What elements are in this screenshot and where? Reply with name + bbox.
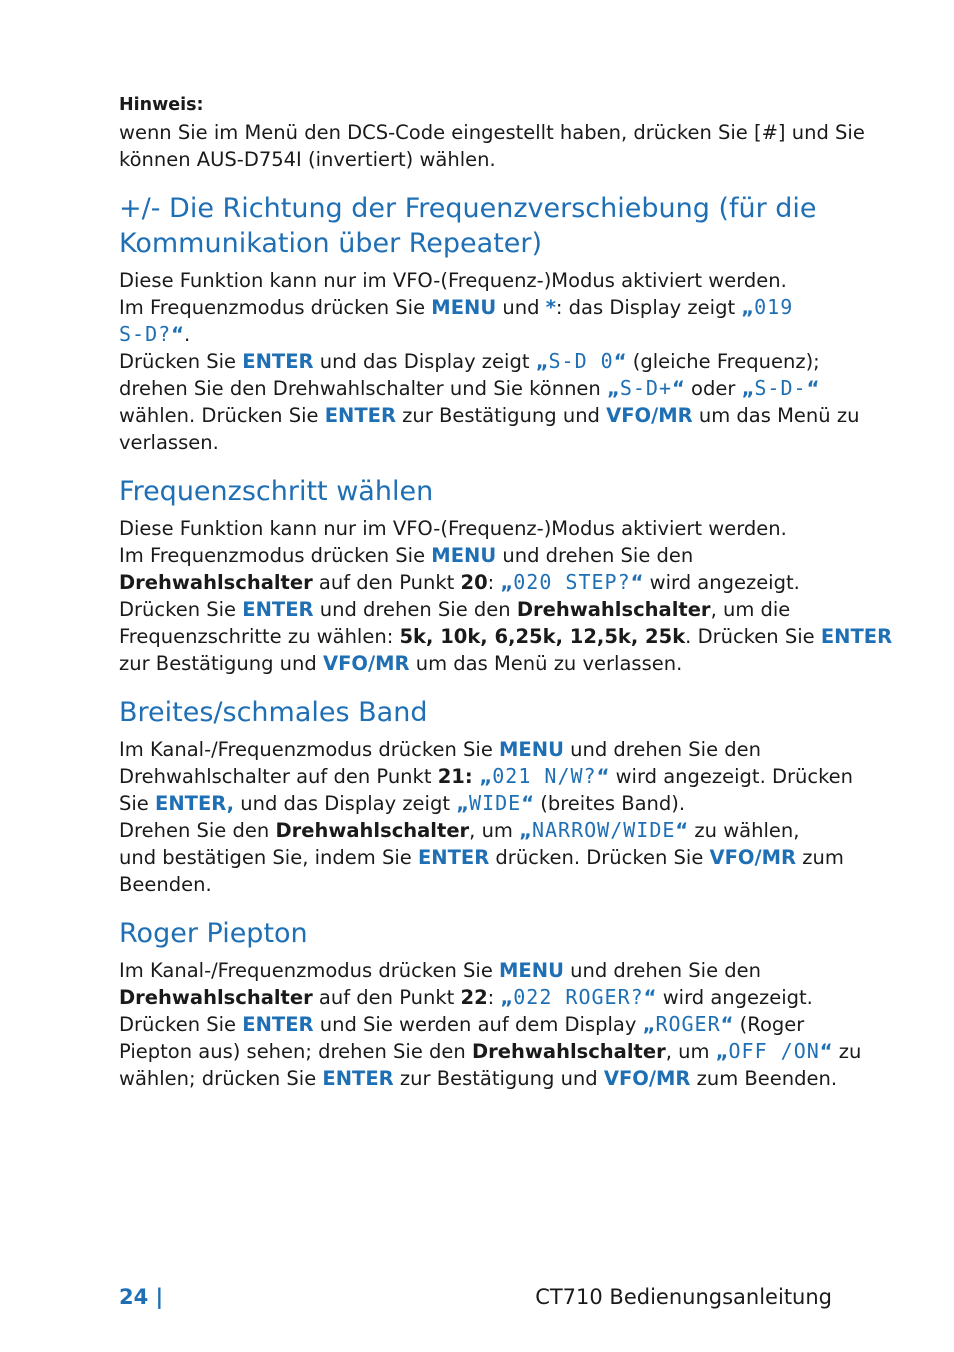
- manual-title: CT710 Bedienungsanleitung: [535, 1285, 832, 1309]
- text-span: Im Frequenzmodus drücken Sie: [119, 544, 432, 567]
- bold-term: Drehwahlschalter: [119, 571, 313, 594]
- text-span: und: [496, 296, 546, 319]
- text-span: zur Bestätigung und: [119, 652, 323, 675]
- quote-open: „: [607, 377, 620, 400]
- text-line: [119, 736, 834, 763]
- section-frequency-step: [119, 474, 893, 677]
- step-values: 5k, 10k, 6,25k, 12,5k, 25k: [399, 625, 686, 648]
- section-text: [119, 267, 860, 456]
- heading-line-2: Kommunikation über Repeater): [119, 228, 543, 259]
- note-text: [119, 119, 865, 173]
- text-span: .: [184, 323, 191, 346]
- text-line: [119, 817, 834, 844]
- text-span: um das Menü zu: [692, 404, 860, 427]
- quote-close: “: [720, 1013, 734, 1036]
- quote-open: „: [715, 1040, 729, 1063]
- section-frequency-shift: [119, 191, 860, 456]
- text-span: zum: [796, 846, 844, 869]
- section-heading: Breites/schmales Band: [119, 697, 428, 728]
- menu-key: MENU: [499, 959, 564, 982]
- text-span: (breites Band).: [534, 792, 686, 815]
- quote-close: “: [643, 986, 657, 1009]
- enter-key: ENTER: [322, 1067, 394, 1090]
- text-line: verlassen.: [119, 431, 219, 454]
- text-span: drehen Sie den Drehwahlschalter und Sie können: [119, 377, 607, 400]
- lcd-text: OFF /ON: [728, 1039, 820, 1063]
- text-line: [119, 623, 893, 650]
- note-line-1: wenn Sie im Menü den DCS-Code eingestellt haben, drücken Sie [#] und Sie: [119, 121, 865, 144]
- menu-number: 20: [460, 571, 488, 594]
- quote-close: “: [521, 792, 535, 815]
- bold-term: Drehwahlschalter: [119, 986, 313, 1009]
- text-span: Drücken Sie: [119, 1013, 243, 1036]
- note-block: [119, 92, 865, 173]
- text-line: [119, 321, 834, 348]
- quote-open: „: [741, 296, 755, 319]
- text-span: Drücken Sie: [119, 598, 243, 621]
- quote-open: „: [741, 377, 755, 400]
- text-span: zur Bestätigung und: [395, 404, 607, 427]
- text-span: zur Bestätigung und: [393, 1067, 604, 1090]
- text-span: zu wählen,: [688, 819, 800, 842]
- text-span: : das Display zeigt: [555, 296, 742, 319]
- lcd-text: ROGER: [655, 1012, 721, 1036]
- heading-line-1: +/- Die Richtung der Frequenzverschiebung (für die: [119, 193, 817, 224]
- menu-key: MENU: [499, 738, 564, 761]
- lcd-text: 020 STEP?: [513, 570, 631, 594]
- enter-key: ENTER: [324, 404, 396, 427]
- text-span: auf den Punkt: [312, 571, 461, 594]
- text-line: Diese Funktion kann nur im VFO-(Frequenz-)Modus aktiviert werden.: [119, 269, 787, 292]
- quote-close: “: [596, 765, 610, 788]
- text-line: [119, 375, 834, 402]
- quote-open: „: [500, 571, 514, 594]
- text-span: :: [487, 571, 501, 594]
- lcd-text: WIDE: [469, 791, 522, 815]
- section-heading: [119, 191, 834, 261]
- lcd-text: 021 N/W?: [492, 764, 597, 788]
- text-span: und das Display zeigt: [313, 350, 536, 373]
- quote-close: “: [171, 323, 184, 346]
- text-span: Im Kanal-/Frequenzmodus drücken Sie: [119, 959, 500, 982]
- text-line: [119, 348, 834, 375]
- text-line: [119, 957, 834, 984]
- text-span: und das Display zeigt: [234, 792, 457, 815]
- text-span: drücken. Drücken Sie: [489, 846, 710, 869]
- text-span: oder: [684, 377, 742, 400]
- text-line: [119, 1065, 838, 1092]
- lcd-text: S-D?: [119, 322, 172, 346]
- quote-open: „: [535, 350, 549, 373]
- text-span: :: [487, 986, 501, 1009]
- text-span: . Drücken Sie: [685, 625, 821, 648]
- menu-key: MENU: [431, 296, 497, 319]
- lcd-text: 022 ROGER?: [513, 985, 644, 1009]
- star-key: *: [545, 296, 556, 319]
- text-span: Frequenzschritte zu wählen:: [119, 625, 400, 648]
- text-span: wählen; drücken Sie: [119, 1067, 323, 1090]
- quote-open: „: [479, 765, 493, 788]
- text-span: , um: [665, 1040, 716, 1063]
- enter-key: ENTER: [417, 846, 490, 869]
- text-line: [119, 569, 834, 596]
- text-line: [119, 1038, 862, 1065]
- text-span: zum Beenden.: [690, 1067, 838, 1090]
- quote-close: “: [806, 377, 820, 400]
- section-bandwidth: [119, 695, 854, 898]
- quote-close: “: [819, 1040, 833, 1063]
- text-span: und drehen Sie den: [563, 959, 762, 982]
- quote-open: „: [519, 819, 532, 842]
- section-heading: Frequenzschritt wählen: [119, 476, 434, 507]
- quote-open: „: [500, 986, 514, 1009]
- page-number: 24 |: [119, 1285, 164, 1309]
- menu-number: 21: [437, 765, 465, 788]
- text-line: [119, 294, 834, 321]
- text-span: Im Frequenzmodus drücken Sie: [119, 296, 432, 319]
- text-line: [119, 402, 860, 429]
- section-roger-beep: [119, 916, 862, 1092]
- menu-number: 22: [460, 986, 488, 1009]
- text-line: Diese Funktion kann nur im VFO-(Frequenz-)Modus aktiviert werden.: [119, 517, 787, 540]
- text-span: Drücken Sie: [119, 350, 243, 373]
- bold-term: Drehwahlschalter: [471, 1040, 666, 1063]
- note-line-2: können AUS-D754I (invertiert) wählen.: [119, 148, 496, 171]
- text-span: Drehwahlschalter auf den Punkt: [119, 765, 438, 788]
- text-line: [119, 542, 834, 569]
- vfo-mr-key: VFO/MR: [709, 846, 797, 869]
- enter-key: ENTER: [820, 625, 893, 648]
- text-span: wird angezeigt.: [643, 571, 800, 594]
- text-line: Beenden.: [119, 873, 212, 896]
- lcd-text: 019: [754, 295, 794, 319]
- text-span: , um: [469, 819, 520, 842]
- text-span: wählen. Drücken Sie: [119, 404, 325, 427]
- text-span: :: [464, 765, 480, 788]
- page-footer: [119, 1283, 832, 1311]
- text-line: [119, 1011, 834, 1038]
- text-span: Piepton aus) sehen; drehen Sie den: [119, 1040, 472, 1063]
- note-title: Hinweis:: [119, 95, 204, 115]
- bold-term: Drehwahlschalter: [516, 598, 711, 621]
- menu-key: MENU: [431, 544, 497, 567]
- text-line: [119, 790, 834, 817]
- enter-key: ENTER: [242, 1013, 314, 1036]
- text-span: zu: [832, 1040, 862, 1063]
- text-span: , um die: [710, 598, 791, 621]
- text-line: [119, 596, 834, 623]
- quote-open: „: [642, 1013, 656, 1036]
- vfo-mr-key: VFO/MR: [603, 1067, 691, 1090]
- text-line: [119, 650, 834, 677]
- lcd-text: S-D+: [619, 376, 672, 400]
- text-span: und bestätigen Sie, indem Sie: [119, 846, 418, 869]
- section-text: [119, 957, 862, 1092]
- quote-close: “: [672, 377, 685, 400]
- text-line: [119, 984, 834, 1011]
- text-span: und drehen Sie den: [313, 598, 517, 621]
- text-span: (gleiche Frequenz);: [626, 350, 820, 373]
- text-span: wird angezeigt. Drücken: [609, 765, 854, 788]
- page-content: [119, 92, 893, 1092]
- quote-close: “: [675, 819, 689, 842]
- enter-key: ENTER: [242, 598, 314, 621]
- text-line: [119, 844, 844, 871]
- text-span: um das Menü zu verlassen.: [409, 652, 683, 675]
- text-span: und drehen Sie den: [496, 544, 694, 567]
- text-span: Im Kanal-/Frequenzmodus drücken Sie: [119, 738, 500, 761]
- text-line: [119, 763, 854, 790]
- text-span: Sie: [119, 792, 155, 815]
- enter-key: ENTER,: [155, 792, 235, 815]
- lcd-text: NARROW/WIDE: [531, 818, 676, 842]
- text-span: und drehen Sie den: [563, 738, 762, 761]
- enter-key: ENTER: [242, 350, 314, 373]
- text-span: (Roger: [733, 1013, 805, 1036]
- quote-close: “: [613, 350, 627, 373]
- quote-close: “: [630, 571, 644, 594]
- lcd-text: S-D-: [754, 376, 807, 400]
- vfo-mr-key: VFO/MR: [606, 404, 693, 427]
- text-span: auf den Punkt: [312, 986, 461, 1009]
- text-span: Drehen Sie den: [119, 819, 276, 842]
- text-span: und Sie werden auf dem Display: [313, 1013, 643, 1036]
- lcd-text: S-D 0: [548, 349, 614, 373]
- quote-open: „: [456, 792, 470, 815]
- section-text: [119, 515, 893, 677]
- section-heading: Roger Piepton: [119, 918, 308, 949]
- bold-term: Drehwahlschalter: [275, 819, 470, 842]
- vfo-mr-key: VFO/MR: [322, 652, 410, 675]
- section-text: [119, 736, 854, 898]
- text-span: wird angezeigt.: [656, 986, 813, 1009]
